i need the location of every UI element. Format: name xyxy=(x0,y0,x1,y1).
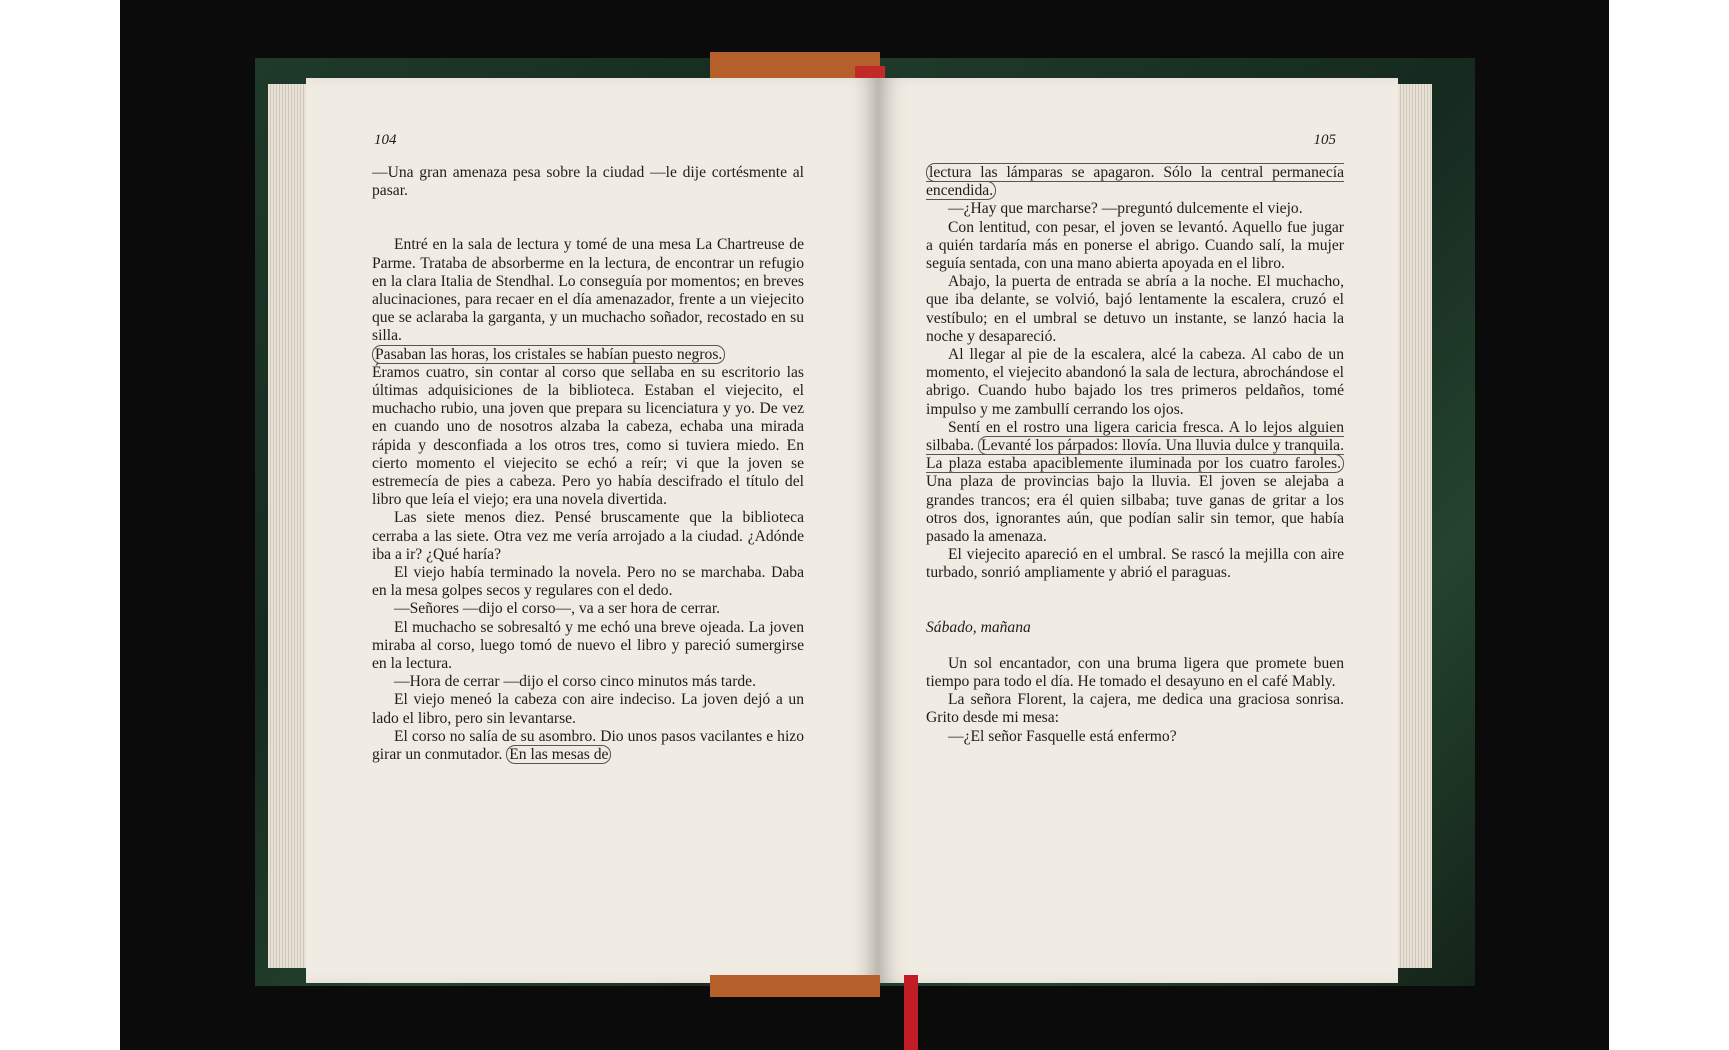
ribbon-bookmark xyxy=(904,975,918,1050)
paragraph: El viejo había terminado la novela. Pero no se marchaba. Daba en la mesa golpes secos y regulares con el dedo. xyxy=(372,564,804,600)
paragraph: Al llegar al pie de la escalera, alcé la cabeza. Al cabo de un momento, el viejecito abandonó la sala de lectura, abrochándose el abrigo. Cuando hubo bajado los tres primeros peldaños, tomé impulso y me zambullí cerrando los ojos. xyxy=(926,346,1344,418)
paragraph: Sentí en el rostro una ligera caricia fresca. A lo lejos alguien silbaba. xyxy=(926,418,1344,455)
paragraph: Entré en la sala de lectura y tomé de una mesa La Chartreuse de Parme. Trataba de absorberme en la lectura, de encontrar un refugio en la clara Italia de Stendhal. Lo conseguía por momentos; en breves alucinaciones, para recaer en el día amenazador, frente a un viejecito que se aclaraba la garganta, y un muchacho soñador, recostado en su silla. xyxy=(372,236,804,345)
paragraph: El corso no salía de su asombro. Dio unos pasos vacilantes e hizo girar un conmutador. xyxy=(372,727,804,764)
paragraph: Las siete menos diez. Pensé bruscamente que la biblioteca cerraba a las siete. Otra vez me vería arrojado a la ciudad. ¿Adónde iba a ir? ¿Qué haría? xyxy=(372,509,804,563)
left-page-text xyxy=(372,164,804,764)
right-page xyxy=(878,78,1398,983)
right-page-text xyxy=(926,164,1344,746)
paragraph: —¿El señor Fasquelle está enfermo? xyxy=(948,727,1177,745)
section-heading: Sábado, mañana xyxy=(926,618,1031,636)
paragraph: Con lentitud, con pesar, el joven se levantó. Aquello fue jugar a quién tardaría más en ponerse el abrigo. Cuando salí, la mujer seguía sentada, con una mano abierta apoyada en el libro. xyxy=(926,218,1344,273)
paragraph: —Señores —dijo el corso—, va a ser hora de cerrar. xyxy=(394,600,721,618)
paragraph: Abajo, la puerta de entrada se abría a la noche. El muchacho, que iba delante, se volvió, bajó lentamente la escalera, cruzó el vestíbulo; en el umbral se detuvo un instante, se lanzó hacia la noche y desapareció. xyxy=(926,273,1344,345)
page-edges-left xyxy=(268,84,306,968)
spine-headband-bottom xyxy=(710,975,880,997)
left-page xyxy=(306,78,878,983)
highlighted-passage: Levanté los párpados: llovía. Una lluvia dulce y tranquila. La plaza estaba apaciblemente iluminada por los cuatro faroles. xyxy=(926,437,1344,473)
paragraph: La señora Florent, la cajera, me dedica una graciosa sonrisa. Grito desde mi mesa: xyxy=(926,691,1344,727)
page-number-left: 104 xyxy=(374,132,397,148)
highlighted-passage: En las mesas de xyxy=(506,745,611,764)
paragraph: El viejo meneó la cabeza con aire indeciso. La joven dejó a un lado el libro, pero sin levantarse. xyxy=(372,691,804,727)
paragraph: —Hora de cerrar —dijo el corso cinco minutos más tarde. xyxy=(394,673,756,691)
paragraph: Una plaza de provincias bajo la lluvia. El joven se alejaba a grandes trancos; era él quien silbaba; tuve ganas de gritar a los otros dos, ignorantes aún, que podían salir sin temor, que había pasado la amenaza. xyxy=(926,473,1344,546)
paragraph: Un sol encantador, con una bruma ligera que promete buen tiempo para todo el día. He tomado el desayuno en el café Mably. xyxy=(926,654,1344,691)
paragraph: —¿Hay que marcharse? —preguntó dulcemente el viejo. xyxy=(948,200,1303,218)
highlighted-passage: Pasaban las horas, los cristales se habían puesto negros. xyxy=(372,345,725,364)
page-number-right: 105 xyxy=(1313,132,1336,148)
paragraph: El muchacho se sobresaltó y me echó una breve ojeada. La joven miraba al corso, luego tomó de nuevo el libro y pareció sumergirse en la lectura. xyxy=(372,618,804,673)
paragraph: Éramos cuatro, sin contar al corso que sellaba en su escritorio las últimas adquisiciones de la biblioteca. Estaban el viejecito, el muchacho rubio, una joven que prepara su licenciatura y yo. De vez en cuando uno de nosotros alzaba la cabeza, echaba una mirada rápida y desconfiada a los otros tres, como si tuviera miedo. En cierto momento el viejecito se echó a reír; vi que la joven se estremecía de pies a cabeza. Pero yo había descifrado el título del libro que leía el viejo; era una novela divertida. xyxy=(372,363,804,509)
book-photo xyxy=(120,0,1609,1050)
paragraph: El viejecito apareció en el umbral. Se rascó la mejilla con aire turbado, sonrió ampliamente y abrió el paraguas. xyxy=(926,546,1344,582)
paragraph: —Una gran amenaza pesa sobre la ciudad —le dije cortésmente al pasar. xyxy=(372,164,804,200)
page-edges-right xyxy=(1398,84,1432,968)
highlighted-passage: lectura las lámparas se apagaron. Sólo la central permanecía encendida. xyxy=(926,164,1344,200)
